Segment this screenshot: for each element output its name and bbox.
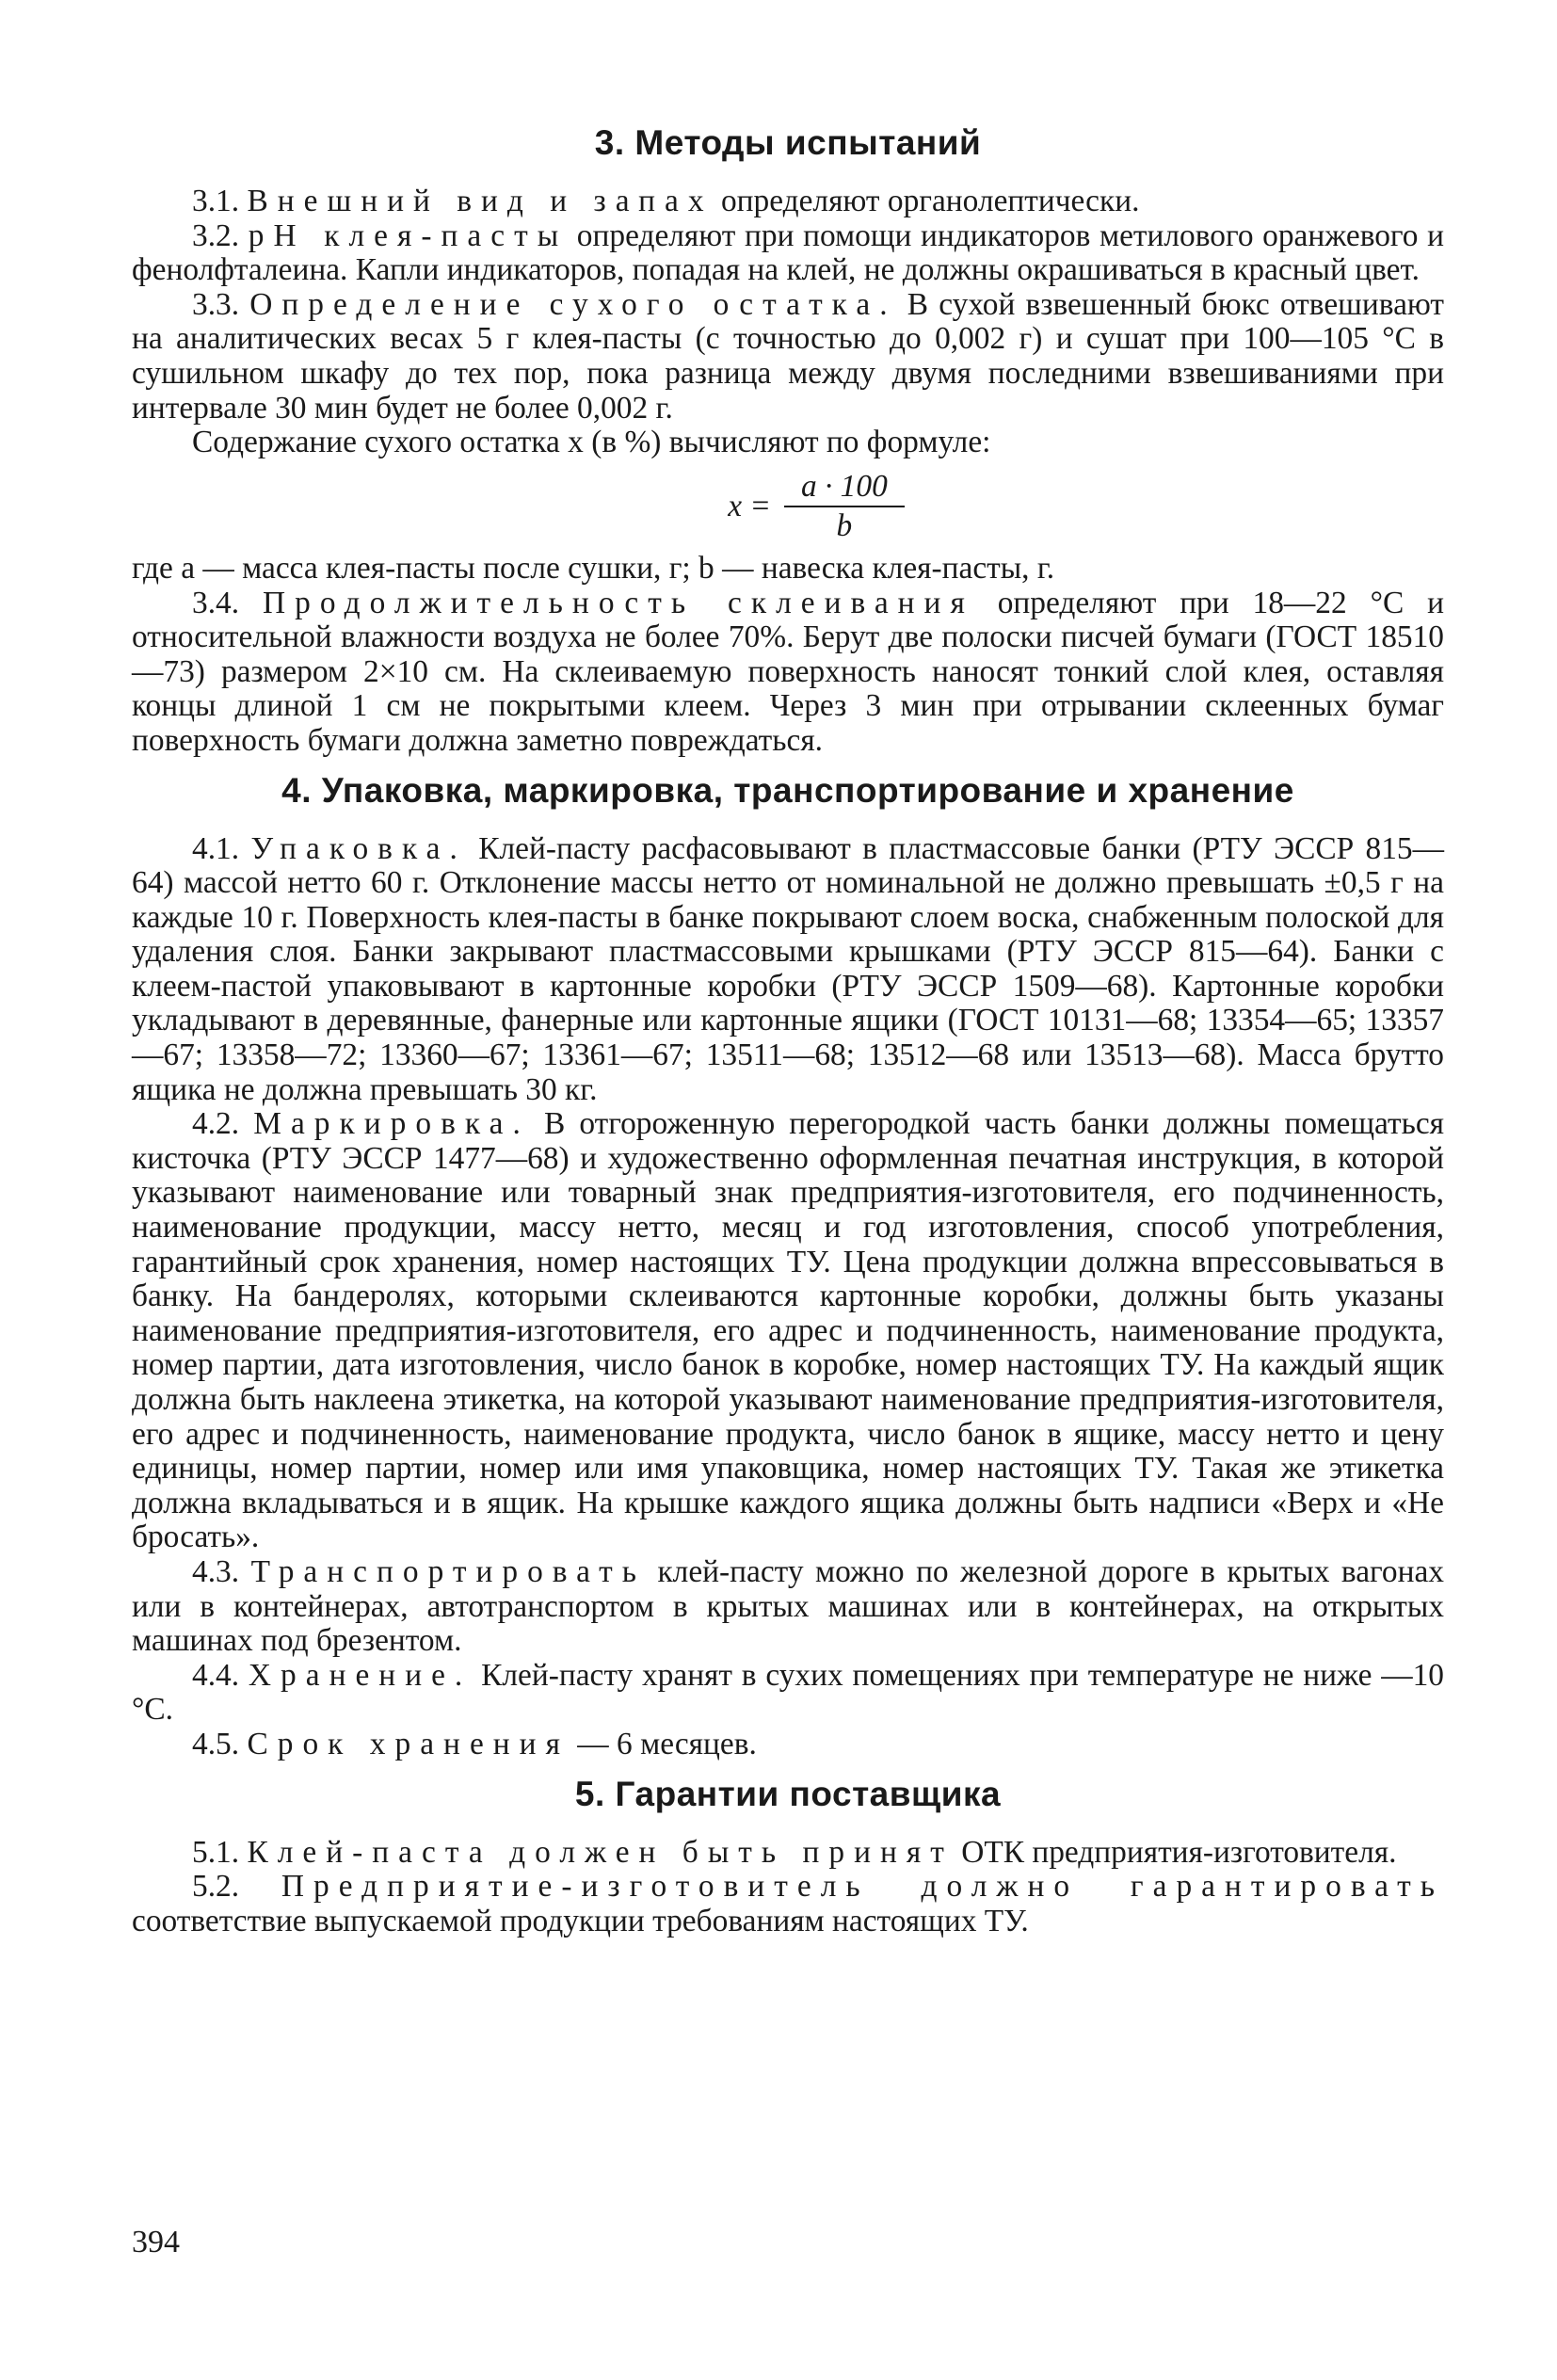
clause-term: Транспортировать xyxy=(250,1553,646,1589)
paragraph-4-5 xyxy=(132,1728,1444,1762)
clause-term: Клей-паста должен быть принят xyxy=(247,1834,954,1870)
clause-number: 5.2. xyxy=(192,1869,240,1905)
paragraph-4-3 xyxy=(132,1555,1444,1659)
section-title-guarantee: 5. Гарантии поставщика xyxy=(574,1774,1002,1813)
clause-text: ОТК предприятия-изготовителя. xyxy=(953,1834,1397,1870)
clause-term: Упаковка. xyxy=(250,830,467,866)
formula-lhs: x = xyxy=(728,489,771,524)
paragraph-4-2 xyxy=(132,1107,1444,1555)
clause-text: — 6 месяцев. xyxy=(569,1726,757,1761)
clause-number: 5.1. xyxy=(192,1834,240,1870)
paragraph-3-2 xyxy=(132,219,1444,288)
clause-number: 4.4. xyxy=(192,1657,240,1693)
paragraph-3-1 xyxy=(132,185,1444,219)
clause-text: В сухой взвешенный бюкс отвешивают на аналитических весах 5 г клея-пасты (с точностью до 0,002 г) и сушат при 100—105 °С в сушильном шкафу до тех пор, пока разница между двумя последними взвешиваниями при интервале 30 мин будет не более 0,002 г. xyxy=(132,286,1444,426)
clause-text: клей-пасту можно по железной дороге в крытых вагонах или в контейнерах, автотранспортом в крытых машинах или в контейнерах, на открытых машинах под брезентом. xyxy=(132,1553,1444,1659)
clause-number: 4.3. xyxy=(192,1553,240,1589)
section-title-methods: 3. Методы испытаний xyxy=(594,123,982,162)
clause-term: Хранение. xyxy=(248,1657,473,1693)
clause-text: В отгороженную перегородкой часть банки должны помещаться кисточка (РТУ ЭССР 1477—68) и художественно оформленная печатная инструкция, в которой указывают наименование или товарный знак предприятия-изготовителя, его подчиненность, наименование продукции, массу нетто, месяц и год изготовления, способ употребления, гарантийный срок хранения, номер настоящих ТУ. Цена продукции должна впрессовываться в банку. На бандеролях, которыми склеиваются картонные коробки, должны быть указаны наименование предприятия-изготовителя, его адрес и подчиненность, наименование продукта, номер партии, дата изготовления, число банок в коробке, номер настоящих ТУ. На каждый ящик должна быть наклеена этикетка, на которой указывают наименование предприятия-изготовителя, его адрес и подчиненность, наименование продукта, число банок в ящике, массу нетто и цену единицы, номер партии, номер или имя упаковщика, номер настоящих ТУ. Такая же этикетка должна вкладываться и в ящик. На крышке каждого ящика должны быть надписи «Верх и «Не бросать». xyxy=(132,1106,1444,1555)
paragraph-5-1 xyxy=(132,1836,1444,1871)
clause-term: рН клея-пасты xyxy=(248,217,569,253)
paragraph-3-4 xyxy=(132,587,1444,759)
clause-number: 4.5. xyxy=(192,1726,240,1761)
clause-number: 3.1. xyxy=(192,184,240,218)
paragraph-3-3 xyxy=(132,288,1444,426)
clause-term: Внешний вид и запах xyxy=(247,184,714,218)
clause-number: 3.3. xyxy=(192,286,240,322)
paragraph-5-2 xyxy=(132,1870,1444,1938)
clause-text: определяют при 18—22 °С и относительной влажности воздуха не более 70%. Берут две полоски писчей бумаги (ГОСТ 18510—73) размером 2×10 см. На склеиваемую поверхность наносят тонкий слой клея, оставляя концы длиной 1 см не покрытыми клеем. Через 3 мин при отрывании склеенных бумаг поверхность бумаги должна заметно повреждаться. xyxy=(132,585,1444,758)
clause-text: соответствие выпускаемой продукции требованиям настоящих ТУ. xyxy=(132,1903,1029,1938)
clause-text: Клей-пасту расфасовывают в пластмассовые банки (РТУ ЭССР 815—64) массой нетто 60 г. Отклонение массы нетто от номинальной не должно превышать ±0,5 г на каждые 10 г. Поверхность клея-пасты в банке покрывают слоем воска, снабженным полоской для удаления слоя. Банки закрывают пластмассовыми крышками (РТУ ЭССР 815—64). Банки с клеем-пастой упаковывают в картонные коробки (РТУ ЭССР 1509—68). Картонные коробки укладывают в деревянные, фанерные или картонные ящики (ГОСТ 10131—68; 13354—65; 13357—67; 13358—72; 13360—67; 13361—67; 13511—68; 13512—68 или 13513—68). Масса брутто ящика не должна превышать 30 кг. xyxy=(132,830,1444,1107)
section-title-packaging: 4. Упаковка, маркировка, транспортирование и хранение xyxy=(281,770,1294,810)
clause-term: Определение сухого остатка. xyxy=(249,286,897,322)
paragraph-4-1 xyxy=(132,832,1444,1108)
clause-term: Продолжительность склеивания xyxy=(263,585,974,620)
clause-text: определяют при помощи индикаторов метилового оранжевого и фенолфталеина. Капли индикаторов, попадая на клей, не должны окрашиваться в красный цвет. xyxy=(132,217,1444,288)
formula-denominator: b xyxy=(836,508,853,544)
formula-where-line: где a — масса клея-пасты после сушки, г; b — навеска клея-пасты, г. xyxy=(132,550,1055,586)
clause-number: 4.1. xyxy=(192,830,240,866)
clause-number: 3.2. xyxy=(192,217,240,253)
clause-number: 3.4. xyxy=(192,585,240,620)
formula-numerator: a · 100 xyxy=(784,470,905,508)
clause-number: 4.2. xyxy=(192,1106,240,1142)
clause-term: Срок хранения xyxy=(247,1726,570,1761)
clause-text: определяют органолептически. xyxy=(713,184,1140,218)
content-formula-intro: Содержание сухого остатка x (в %) вычисляют по формуле: xyxy=(192,425,991,460)
clause-term: Предприятие-изготовитель должно гарантировать xyxy=(281,1869,1444,1905)
clause-text: Клей-пасту хранят в сухих помещениях при температуре не ниже —10 °С. xyxy=(132,1657,1444,1728)
clause-term: Маркировка. xyxy=(253,1106,530,1142)
dry-residue-formula xyxy=(132,470,1444,544)
page-number: 394 xyxy=(132,2225,180,2259)
paragraph-4-4 xyxy=(132,1659,1444,1728)
